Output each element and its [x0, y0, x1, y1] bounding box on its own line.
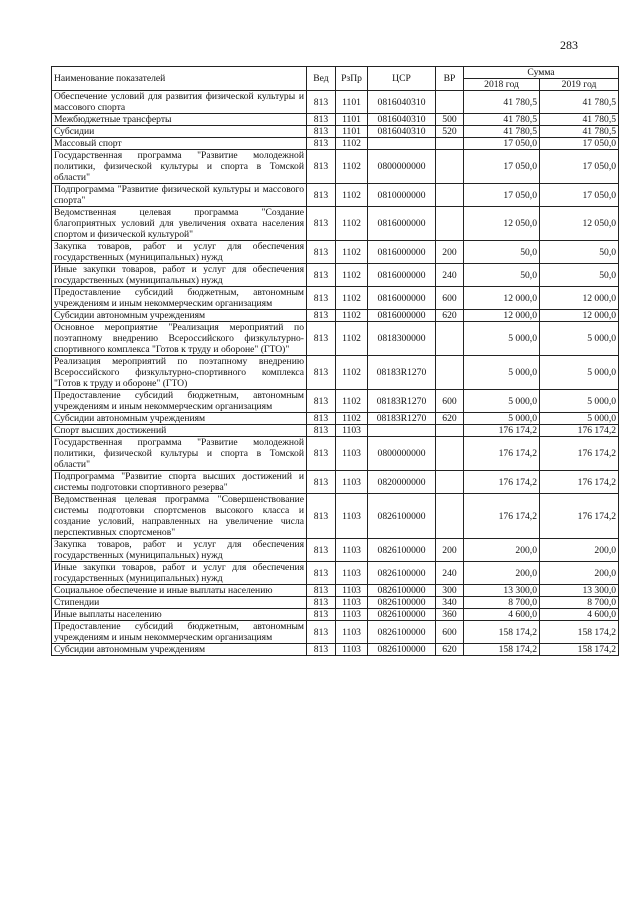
- row-sum-2018: 50,0: [464, 241, 540, 264]
- row-ved: 813: [307, 390, 336, 413]
- row-sum-2018: 12 050,0: [464, 207, 540, 241]
- row-rzpr: 1103: [336, 539, 368, 562]
- row-ved: 813: [307, 644, 336, 656]
- row-csr: 0816040310: [368, 126, 436, 138]
- row-sum-2018: 12 000,0: [464, 287, 540, 310]
- row-sum-2019: 13 300,0: [540, 585, 619, 597]
- table-row: [52, 539, 619, 562]
- row-ved: 813: [307, 287, 336, 310]
- row-csr: 0800000000: [368, 150, 436, 184]
- table-row: [52, 241, 619, 264]
- row-csr: 0826100000: [368, 494, 436, 539]
- row-vr: [436, 425, 464, 437]
- table-row: [52, 138, 619, 150]
- row-ved: 813: [307, 356, 336, 390]
- row-name: Ведомственная целевая программа "Создание благоприятных условий для увеличения охвата населения спортом и физической культурой": [52, 207, 307, 241]
- table-row: [52, 621, 619, 644]
- row-rzpr: 1103: [336, 425, 368, 437]
- table-row: [52, 114, 619, 126]
- row-rzpr: 1102: [336, 150, 368, 184]
- row-rzpr: 1103: [336, 621, 368, 644]
- row-sum-2019: 176 174,2: [540, 494, 619, 539]
- row-name: Субсидии автономным учреждениям: [52, 310, 307, 322]
- row-sum-2019: 5 000,0: [540, 413, 619, 425]
- table-row: [52, 597, 619, 609]
- row-rzpr: 1102: [336, 241, 368, 264]
- row-vr: 520: [436, 126, 464, 138]
- row-vr: 620: [436, 644, 464, 656]
- row-csr: 0800000000: [368, 437, 436, 471]
- row-name: Иные выплаты населению: [52, 609, 307, 621]
- table-row: [52, 437, 619, 471]
- row-sum-2018: 200,0: [464, 539, 540, 562]
- row-sum-2018: 13 300,0: [464, 585, 540, 597]
- row-sum-2018: 17 050,0: [464, 150, 540, 184]
- row-csr: 0826100000: [368, 585, 436, 597]
- row-name: Предоставление субсидий бюджетным, автономным учреждениям и иным некоммерческим организациям: [52, 621, 307, 644]
- header-name: Наименование показателей: [52, 67, 307, 91]
- row-name: Спорт высших достижений: [52, 425, 307, 437]
- row-name: Предоставление субсидий бюджетным, автономным учреждениям и иным некоммерческим организациям: [52, 390, 307, 413]
- row-rzpr: 1102: [336, 310, 368, 322]
- row-vr: [436, 471, 464, 494]
- row-rzpr: 1103: [336, 562, 368, 585]
- row-rzpr: 1102: [336, 264, 368, 287]
- row-rzpr: 1103: [336, 437, 368, 471]
- row-sum-2019: 50,0: [540, 241, 619, 264]
- row-csr: 0818300000: [368, 322, 436, 356]
- row-csr: 0816000000: [368, 207, 436, 241]
- row-sum-2018: 158 174,2: [464, 644, 540, 656]
- row-csr: 0816000000: [368, 264, 436, 287]
- row-rzpr: 1103: [336, 597, 368, 609]
- row-name: Предоставление субсидий бюджетным, автономным учреждениям и иным некоммерческим организациям: [52, 287, 307, 310]
- row-sum-2018: 8 700,0: [464, 597, 540, 609]
- row-rzpr: 1102: [336, 322, 368, 356]
- row-name: Субсидии автономным учреждениям: [52, 644, 307, 656]
- row-csr: 08183R1270: [368, 390, 436, 413]
- row-vr: 300: [436, 585, 464, 597]
- row-ved: 813: [307, 609, 336, 621]
- row-sum-2019: 200,0: [540, 539, 619, 562]
- table-row: [52, 310, 619, 322]
- row-sum-2018: 50,0: [464, 264, 540, 287]
- row-vr: [436, 150, 464, 184]
- table-row: [52, 644, 619, 656]
- row-csr: 0816000000: [368, 287, 436, 310]
- table-body: [52, 91, 619, 656]
- header-year-2018: 2018 год: [464, 79, 540, 91]
- row-sum-2019: 158 174,2: [540, 621, 619, 644]
- row-sum-2018: 5 000,0: [464, 413, 540, 425]
- row-csr: 0826100000: [368, 597, 436, 609]
- table-header: [52, 67, 619, 91]
- table-row: [52, 609, 619, 621]
- table-row: [52, 287, 619, 310]
- row-sum-2019: 17 050,0: [540, 138, 619, 150]
- table-row: [52, 425, 619, 437]
- row-rzpr: 1103: [336, 471, 368, 494]
- row-vr: 600: [436, 287, 464, 310]
- row-name: Основное мероприятие "Реализация мероприятий по поэтапному внедрению Всероссийского физкультурно-спортивного комплекса "Готов к труду и обороне" (ГТО)": [52, 322, 307, 356]
- row-sum-2019: 4 600,0: [540, 609, 619, 621]
- table-row: [52, 413, 619, 425]
- row-ved: 813: [307, 207, 336, 241]
- row-sum-2018: 176 174,2: [464, 437, 540, 471]
- row-rzpr: 1102: [336, 138, 368, 150]
- row-ved: 813: [307, 126, 336, 138]
- row-sum-2019: 41 780,5: [540, 91, 619, 114]
- header-ved: Вед: [307, 67, 336, 91]
- row-vr: [436, 494, 464, 539]
- row-ved: 813: [307, 597, 336, 609]
- row-ved: 813: [307, 621, 336, 644]
- row-name: Закупка товаров, работ и услуг для обеспечения государственных (муниципальных) нужд: [52, 539, 307, 562]
- row-sum-2019: 41 780,5: [540, 114, 619, 126]
- row-ved: 813: [307, 91, 336, 114]
- row-vr: 360: [436, 609, 464, 621]
- table-row: [52, 562, 619, 585]
- row-ved: 813: [307, 471, 336, 494]
- row-csr: 0816000000: [368, 241, 436, 264]
- row-sum-2019: 176 174,2: [540, 425, 619, 437]
- row-ved: 813: [307, 494, 336, 539]
- row-ved: 813: [307, 413, 336, 425]
- row-ved: 813: [307, 184, 336, 207]
- row-vr: 240: [436, 562, 464, 585]
- row-sum-2019: 200,0: [540, 562, 619, 585]
- row-ved: 813: [307, 310, 336, 322]
- row-name: Массовый спорт: [52, 138, 307, 150]
- table-row: [52, 91, 619, 114]
- row-ved: 813: [307, 138, 336, 150]
- row-ved: 813: [307, 562, 336, 585]
- row-vr: 600: [436, 390, 464, 413]
- row-sum-2019: 158 174,2: [540, 644, 619, 656]
- row-vr: 620: [436, 413, 464, 425]
- row-name: Подпрограмма "Развитие физической культуры и массового спорта": [52, 184, 307, 207]
- row-sum-2019: 41 780,5: [540, 126, 619, 138]
- header-vr: ВР: [436, 67, 464, 91]
- row-vr: 620: [436, 310, 464, 322]
- header-rzpr: РзПр: [336, 67, 368, 91]
- row-name: Межбюджетные трансферты: [52, 114, 307, 126]
- row-vr: 240: [436, 264, 464, 287]
- row-name: Обеспечение условий для развития физической культуры и массового спорта: [52, 91, 307, 114]
- row-csr: 0816040310: [368, 91, 436, 114]
- row-name: Закупка товаров, работ и услуг для обеспечения государственных (муниципальных) нужд: [52, 241, 307, 264]
- row-sum-2019: 12 050,0: [540, 207, 619, 241]
- row-ved: 813: [307, 425, 336, 437]
- row-csr: 0810000000: [368, 184, 436, 207]
- row-rzpr: 1102: [336, 413, 368, 425]
- row-sum-2019: 50,0: [540, 264, 619, 287]
- row-sum-2019: 5 000,0: [540, 356, 619, 390]
- row-name: Подпрограмма "Развитие спорта высших достижений и системы подготовки спортивного резерва": [52, 471, 307, 494]
- row-sum-2018: 41 780,5: [464, 91, 540, 114]
- row-ved: 813: [307, 437, 336, 471]
- row-rzpr: 1102: [336, 356, 368, 390]
- row-name: Государственная программа "Развитие молодежной политики, физической культуры и спорта в Томской области": [52, 150, 307, 184]
- row-vr: 600: [436, 621, 464, 644]
- table-row: [52, 322, 619, 356]
- row-sum-2019: 5 000,0: [540, 390, 619, 413]
- row-csr: 0820000000: [368, 471, 436, 494]
- row-rzpr: 1103: [336, 609, 368, 621]
- row-vr: [436, 184, 464, 207]
- row-sum-2018: 176 174,2: [464, 471, 540, 494]
- row-rzpr: 1101: [336, 114, 368, 126]
- row-vr: [436, 437, 464, 471]
- row-name: Ведомственная целевая программа "Совершенствование системы подготовки спортсменов высокого класса и создание условий, направленных на увеличение числа перспективных спортсменов": [52, 494, 307, 539]
- row-rzpr: 1101: [336, 126, 368, 138]
- row-csr: [368, 425, 436, 437]
- header-sum: Сумма: [464, 67, 619, 79]
- row-sum-2018: 4 600,0: [464, 609, 540, 621]
- row-ved: 813: [307, 585, 336, 597]
- row-rzpr: 1101: [336, 91, 368, 114]
- row-csr: 0816000000: [368, 310, 436, 322]
- row-sum-2019: 176 174,2: [540, 437, 619, 471]
- table-row: [52, 150, 619, 184]
- table-row: [52, 471, 619, 494]
- header-year-2019: 2019 год: [540, 79, 619, 91]
- row-vr: [436, 207, 464, 241]
- table-row: [52, 356, 619, 390]
- row-name: Государственная программа "Развитие молодежной политики, физической культуры и спорта в Томской области": [52, 437, 307, 471]
- row-rzpr: 1102: [336, 390, 368, 413]
- table-row: [52, 126, 619, 138]
- row-sum-2018: 200,0: [464, 562, 540, 585]
- row-vr: [436, 322, 464, 356]
- table-row: [52, 390, 619, 413]
- row-sum-2019: 5 000,0: [540, 322, 619, 356]
- row-sum-2018: 5 000,0: [464, 322, 540, 356]
- row-sum-2018: 158 174,2: [464, 621, 540, 644]
- row-csr: 0826100000: [368, 609, 436, 621]
- row-csr: 0826100000: [368, 621, 436, 644]
- row-vr: 200: [436, 539, 464, 562]
- row-vr: [436, 138, 464, 150]
- row-csr: 0826100000: [368, 644, 436, 656]
- row-sum-2019: 17 050,0: [540, 150, 619, 184]
- row-csr: 08183R1270: [368, 413, 436, 425]
- row-sum-2018: 176 174,2: [464, 425, 540, 437]
- row-vr: 200: [436, 241, 464, 264]
- row-vr: [436, 356, 464, 390]
- row-sum-2018: 17 050,0: [464, 138, 540, 150]
- table-row: [52, 184, 619, 207]
- budget-table: [51, 66, 619, 656]
- row-vr: 500: [436, 114, 464, 126]
- row-sum-2018: 5 000,0: [464, 356, 540, 390]
- row-rzpr: 1102: [336, 207, 368, 241]
- row-rzpr: 1103: [336, 494, 368, 539]
- row-sum-2019: 176 174,2: [540, 471, 619, 494]
- row-ved: 813: [307, 241, 336, 264]
- row-name: Социальное обеспечение и иные выплаты населению: [52, 585, 307, 597]
- row-ved: 813: [307, 322, 336, 356]
- table-row: [52, 494, 619, 539]
- row-csr: 08183R1270: [368, 356, 436, 390]
- table-row: [52, 585, 619, 597]
- row-sum-2018: 41 780,5: [464, 114, 540, 126]
- row-sum-2019: 17 050,0: [540, 184, 619, 207]
- row-sum-2019: 12 000,0: [540, 287, 619, 310]
- row-sum-2019: 8 700,0: [540, 597, 619, 609]
- row-ved: 813: [307, 264, 336, 287]
- row-sum-2018: 176 174,2: [464, 494, 540, 539]
- row-ved: 813: [307, 150, 336, 184]
- row-name: Иные закупки товаров, работ и услуг для обеспечения государственных (муниципальных) нужд: [52, 264, 307, 287]
- row-rzpr: 1102: [336, 184, 368, 207]
- table-row: [52, 264, 619, 287]
- row-csr: 0826100000: [368, 562, 436, 585]
- row-vr: [436, 91, 464, 114]
- row-csr: 0816040310: [368, 114, 436, 126]
- row-sum-2018: 12 000,0: [464, 310, 540, 322]
- row-vr: 340: [436, 597, 464, 609]
- row-name: Стипендии: [52, 597, 307, 609]
- row-name: Субсидии: [52, 126, 307, 138]
- row-sum-2018: 5 000,0: [464, 390, 540, 413]
- row-rzpr: 1103: [336, 585, 368, 597]
- row-ved: 813: [307, 114, 336, 126]
- row-sum-2018: 41 780,5: [464, 126, 540, 138]
- row-rzpr: 1103: [336, 644, 368, 656]
- header-csr: ЦСР: [368, 67, 436, 91]
- page-number: 283: [560, 38, 578, 52]
- row-ved: 813: [307, 539, 336, 562]
- row-rzpr: 1102: [336, 287, 368, 310]
- row-csr: 0826100000: [368, 539, 436, 562]
- row-csr: [368, 138, 436, 150]
- row-sum-2018: 17 050,0: [464, 184, 540, 207]
- table-row: [52, 207, 619, 241]
- row-name: Субсидии автономным учреждениям: [52, 413, 307, 425]
- row-name: Реализация мероприятий по поэтапному внедрению Всероссийского физкультурно-спортивного комплекса "Готов к труду и обороне" (ГТО): [52, 356, 307, 390]
- row-name: Иные закупки товаров, работ и услуг для обеспечения государственных (муниципальных) нужд: [52, 562, 307, 585]
- row-sum-2019: 12 000,0: [540, 310, 619, 322]
